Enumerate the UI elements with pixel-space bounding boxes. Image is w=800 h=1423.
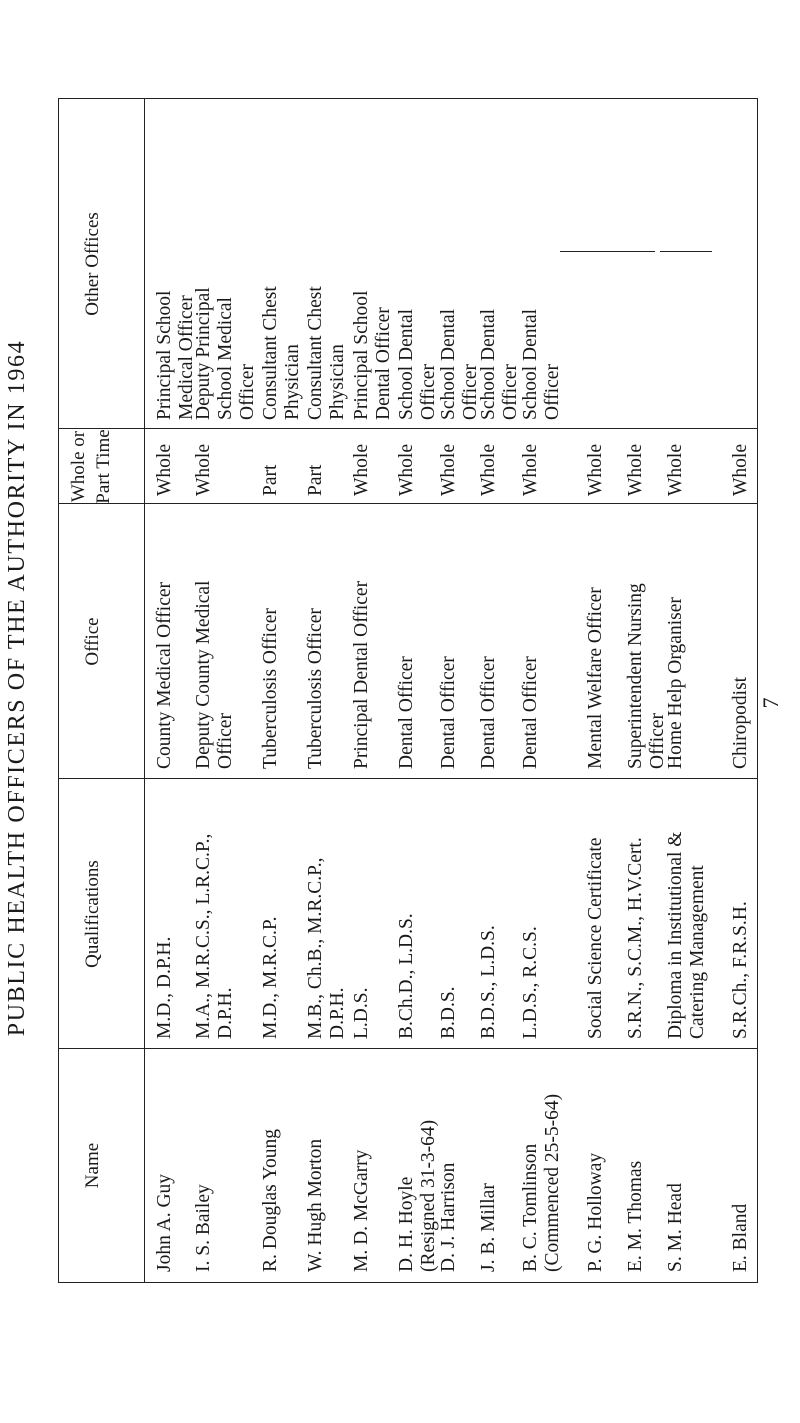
officer-other-offices-line: Officer bbox=[237, 364, 258, 420]
officer-other-offices-line: Officer bbox=[542, 364, 563, 420]
officer-qualifications bbox=[438, 986, 460, 1039]
officer-other-offices-line: Physician bbox=[327, 344, 348, 420]
table-row bbox=[154, 99, 197, 1282]
officer-qualifications bbox=[730, 901, 752, 1039]
officer-time bbox=[730, 444, 752, 496]
officer-name-line: J. B. Millar bbox=[478, 1183, 499, 1272]
officer-time bbox=[438, 444, 460, 496]
officer-other-offices bbox=[305, 286, 349, 420]
officer-office bbox=[396, 656, 418, 769]
officer-name bbox=[730, 1204, 752, 1272]
officer-time bbox=[396, 444, 418, 496]
officer-name bbox=[396, 1120, 440, 1272]
officer-qualifications bbox=[351, 988, 373, 1039]
officer-office-line: Home Help Organiser bbox=[665, 597, 686, 769]
officer-office-line: Dental Officer bbox=[520, 656, 541, 769]
officer-time-line: Whole bbox=[730, 444, 751, 496]
officer-qualifications bbox=[260, 917, 282, 1039]
officer-other-offices bbox=[478, 309, 522, 420]
table-row bbox=[585, 99, 625, 1282]
officer-name-line: B. C. Tomlinson bbox=[520, 1143, 541, 1272]
officer-office bbox=[478, 656, 500, 769]
officer-name bbox=[351, 1150, 373, 1272]
officer-name-line: M. D. McGarry bbox=[351, 1149, 372, 1272]
officer-other-offices-line: Officer bbox=[460, 364, 481, 420]
header-other-offices: Other Offices bbox=[82, 212, 103, 316]
officer-name-line: W. Hugh Morton bbox=[305, 1138, 326, 1272]
officer-other-offices-line: Officer bbox=[418, 364, 439, 420]
officer-qualifications-line: M.B., Ch.B., M.R.C.P., bbox=[305, 857, 326, 1039]
officer-office-line: Dental Officer bbox=[396, 656, 417, 769]
officer-other-offices-line: Physician bbox=[282, 344, 303, 420]
officer-office bbox=[351, 581, 373, 769]
officer-other-offices-line: Principal School bbox=[154, 290, 175, 420]
officer-time-line: Whole bbox=[478, 444, 499, 496]
table-row bbox=[665, 99, 708, 1282]
officer-name bbox=[625, 1161, 647, 1272]
officer-other-offices-line: School Dental bbox=[478, 308, 499, 420]
page-number: 7 bbox=[758, 697, 783, 709]
officer-office-line: Superintendent Nursing bbox=[625, 583, 646, 769]
officer-name-line: (Commenced 25-5-64) bbox=[542, 1093, 563, 1272]
page-title: PUBLIC HEALTH OFFICERS OF THE AUTHORITY IN 1964 bbox=[4, 339, 30, 1037]
officer-name bbox=[305, 1139, 327, 1272]
officer-other-offices bbox=[396, 309, 440, 420]
officer-qualifications-line: M.D., M.R.C.P. bbox=[260, 916, 281, 1039]
officer-office-line: Officer bbox=[647, 713, 668, 769]
officer-office bbox=[520, 656, 542, 769]
officer-time bbox=[625, 444, 647, 496]
officer-name-line: S. M. Head bbox=[665, 1183, 686, 1272]
officer-name-line: P. G. Holloway bbox=[585, 1152, 606, 1272]
officer-time-line: Whole bbox=[193, 444, 214, 496]
officer-other-offices-line: Deputy Principal bbox=[193, 287, 214, 420]
officer-qualifications-line: M.D., D.P.H. bbox=[154, 936, 175, 1039]
officer-other-offices-line: Principal School bbox=[351, 290, 372, 420]
header-name: Name bbox=[82, 1142, 103, 1189]
table-row bbox=[438, 99, 481, 1282]
officer-office bbox=[154, 582, 176, 769]
officer-time-line: Whole bbox=[154, 444, 175, 496]
officer-office bbox=[260, 608, 282, 769]
officer-other-offices-line: Consultant Chest bbox=[260, 286, 281, 420]
officer-qualifications-line: Social Science Certificate bbox=[585, 837, 606, 1039]
blank-marker-2 bbox=[660, 251, 712, 252]
officer-qualifications-line: S.R.Ch., F.R.S.H. bbox=[730, 901, 751, 1039]
officer-name bbox=[520, 1094, 564, 1272]
officer-office bbox=[730, 677, 752, 769]
officer-time-line: Part bbox=[260, 464, 281, 496]
officer-time bbox=[520, 444, 542, 496]
officer-office-line: Principal Dental Officer bbox=[351, 580, 372, 769]
officer-name bbox=[665, 1183, 687, 1272]
officers-table bbox=[58, 98, 758, 1283]
officer-name bbox=[154, 1174, 176, 1272]
officer-other-offices bbox=[260, 286, 304, 420]
officer-name-line: E. Bland bbox=[730, 1203, 751, 1272]
officer-name-line: D. H. Hoyle bbox=[396, 1176, 417, 1272]
officer-qualifications bbox=[193, 834, 237, 1039]
officer-office bbox=[438, 656, 460, 769]
officer-other-offices bbox=[193, 287, 259, 420]
header-office: Office bbox=[82, 617, 103, 666]
officer-other-offices bbox=[351, 291, 395, 420]
officer-time bbox=[193, 444, 215, 496]
officer-office-line: Mental Welfare Officer bbox=[585, 587, 606, 769]
officer-time-line: Whole bbox=[625, 444, 646, 496]
officer-other-offices-line: Medical Officer bbox=[176, 295, 197, 420]
table-row bbox=[193, 99, 258, 1282]
officer-time bbox=[585, 444, 607, 496]
officer-other-offices-line: Officer bbox=[500, 364, 521, 420]
officer-name bbox=[260, 1129, 282, 1272]
officer-other-offices-line: School Medical bbox=[215, 297, 236, 420]
officer-office-line: Dental Officer bbox=[478, 656, 499, 769]
officer-qualifications bbox=[396, 913, 418, 1039]
officer-time-line: Whole bbox=[396, 444, 417, 496]
officer-time bbox=[260, 465, 282, 496]
officer-time bbox=[154, 444, 176, 496]
officer-time-line: Whole bbox=[351, 444, 372, 496]
table-row bbox=[305, 99, 348, 1282]
officer-other-offices bbox=[438, 309, 482, 420]
header-rule bbox=[144, 99, 145, 1282]
officer-qualifications-line: L.D.S. bbox=[351, 987, 372, 1039]
officer-qualifications bbox=[305, 857, 349, 1039]
officer-qualifications-line: B.Ch.D., L.D.S. bbox=[396, 913, 417, 1039]
officer-time-line: Whole bbox=[665, 444, 686, 496]
officer-qualifications-line: D.P.H. bbox=[327, 987, 348, 1039]
officer-time-line: Whole bbox=[438, 444, 459, 496]
officer-time bbox=[351, 444, 373, 496]
officer-other-offices-line: School Dental bbox=[520, 308, 541, 420]
table-row bbox=[520, 99, 563, 1282]
table-row bbox=[625, 99, 668, 1282]
officer-office-line: Tuberculosis Officer bbox=[260, 608, 281, 769]
officer-qualifications-line: Catering Management bbox=[687, 865, 708, 1039]
officer-qualifications bbox=[154, 937, 176, 1039]
officer-qualifications-line: B.D.S. bbox=[438, 986, 459, 1039]
blank-marker-1 bbox=[560, 251, 655, 252]
officer-other-offices-line: Consultant Chest bbox=[305, 286, 326, 420]
header-whole-or-part: Whole or Part Time bbox=[68, 429, 114, 504]
officer-name-line: (Resigned 31-3-64) bbox=[418, 1119, 439, 1272]
officer-other-offices bbox=[154, 291, 198, 420]
officer-qualifications bbox=[665, 832, 709, 1039]
table-row bbox=[396, 99, 439, 1282]
officer-other-offices-line: School Dental bbox=[396, 308, 417, 420]
officer-name-line: John A. Guy bbox=[154, 1173, 175, 1272]
officer-name bbox=[438, 1163, 460, 1272]
officer-other-offices-line: School Dental bbox=[438, 308, 459, 420]
officer-name-line: D. J. Harrison bbox=[438, 1162, 459, 1272]
officer-qualifications-line: D.P.H. bbox=[215, 987, 236, 1039]
officer-office-line: Chiropodist bbox=[730, 676, 751, 769]
officer-time bbox=[665, 444, 687, 496]
officer-time bbox=[478, 444, 500, 496]
officer-qualifications-line: M.A., M.R.C.S., L.R.C.P., bbox=[193, 833, 214, 1039]
officer-office bbox=[665, 597, 687, 769]
officer-office-line: County Medical Officer bbox=[154, 581, 175, 769]
officer-name-line: E. M. Thomas bbox=[625, 1160, 646, 1272]
officer-qualifications-line: S.R.N., S.C.M., H.V.Cert. bbox=[625, 837, 646, 1039]
officer-qualifications bbox=[520, 926, 542, 1039]
officer-office bbox=[585, 587, 607, 769]
officer-time-line: Part bbox=[305, 464, 326, 496]
header-qualifications: Qualifications bbox=[82, 860, 103, 968]
table-row bbox=[260, 99, 303, 1282]
officer-office-line: Tuberculosis Officer bbox=[305, 608, 326, 769]
officer-name bbox=[478, 1183, 500, 1272]
officer-qualifications bbox=[625, 837, 647, 1039]
officer-name-line: R. Douglas Young bbox=[260, 1128, 281, 1272]
officer-name bbox=[585, 1153, 607, 1272]
officer-other-offices bbox=[520, 309, 564, 420]
officer-qualifications bbox=[585, 838, 607, 1039]
table-row bbox=[478, 99, 521, 1282]
officer-qualifications-line: L.D.S., R.C.S. bbox=[520, 926, 541, 1039]
officer-office bbox=[625, 583, 669, 769]
officer-name-line: I. S. Bailey bbox=[193, 1184, 214, 1272]
officer-qualifications-line: B.D.S., L.D.S. bbox=[478, 925, 499, 1039]
officer-qualifications-line: Diploma in Institutional & bbox=[665, 831, 686, 1039]
officer-office-line: Deputy County Medical bbox=[193, 580, 214, 769]
table-top-rule bbox=[58, 99, 59, 1282]
officer-office bbox=[193, 581, 237, 769]
table-row bbox=[351, 99, 394, 1282]
officer-office bbox=[305, 608, 327, 769]
officer-name bbox=[193, 1184, 215, 1272]
officer-other-offices-line: Dental Officer bbox=[373, 307, 394, 420]
officer-time-line: Whole bbox=[585, 444, 606, 496]
officer-time bbox=[305, 465, 327, 496]
officer-time-line: Whole bbox=[520, 444, 541, 496]
officer-qualifications bbox=[478, 925, 500, 1039]
officer-office-line: Dental Officer bbox=[438, 656, 459, 769]
officer-office-line: Officer bbox=[215, 713, 236, 769]
